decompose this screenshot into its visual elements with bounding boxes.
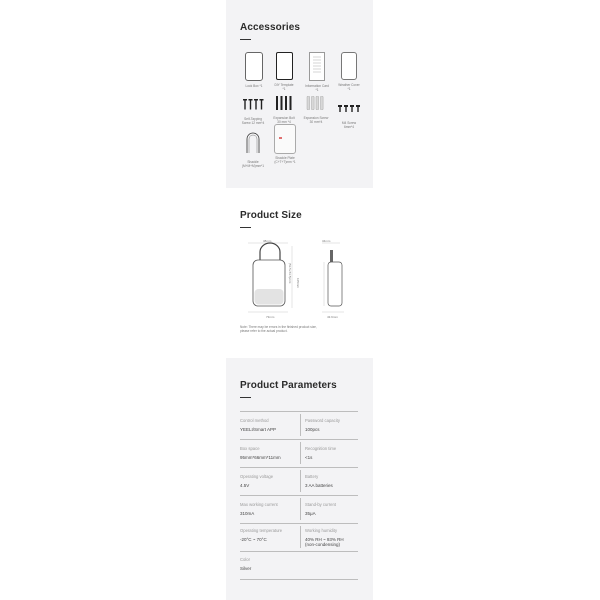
dim-left-height: (53.5+53.5)mm (288, 263, 292, 284)
param-value: 35μA (305, 511, 316, 516)
param-label: Stand-by current (305, 502, 336, 507)
param-label: Operating temperature (240, 528, 283, 533)
lock-box-icon (245, 52, 263, 81)
product-parameters-title: Product Parameters (240, 380, 337, 391)
accessory-m4-screw (332, 100, 366, 129)
param-battery (305, 474, 362, 488)
accessory-shackle-plate (270, 124, 300, 164)
param-label: Box space (240, 446, 260, 451)
param-value: 310mA (240, 511, 255, 516)
accessory-expansion-screw (300, 96, 332, 124)
accessory-label: Lock Box *1 (245, 84, 263, 88)
size-note: Note: There may be errors in the finished product size, please refer to the actual product. (240, 325, 317, 334)
param-label: Color (240, 557, 251, 562)
param-password-capacity (305, 418, 362, 432)
expansion-screw-icon (300, 96, 332, 110)
accessory-expansion-bolt (270, 96, 298, 124)
accessory-label: Shackle Plate (C+T+T)mm *1 (274, 156, 296, 164)
param-control-method (240, 418, 297, 432)
divider (240, 495, 358, 496)
plate-icon (274, 124, 296, 154)
param-operating-temperature (240, 528, 297, 542)
column-divider (300, 498, 301, 520)
weather-cover-icon (341, 52, 357, 80)
parameters-underline (240, 397, 251, 398)
product-size-title: Product Size (240, 210, 302, 221)
dim-side-top: 34mm (322, 239, 331, 243)
accessory-label: Information Card *1 (305, 84, 329, 92)
param-color (240, 557, 297, 571)
param-max-working-current (240, 502, 297, 516)
product-size-section (226, 188, 373, 358)
template-icon (276, 52, 293, 80)
param-value: <1s (305, 455, 313, 460)
divider (240, 411, 358, 412)
screw-icon (238, 99, 268, 111)
column-divider (300, 414, 301, 436)
param-box-space (240, 446, 297, 460)
shackle-icon (239, 130, 267, 154)
param-standby-current (305, 502, 362, 516)
column-divider (300, 470, 301, 492)
accessory-lock-box (243, 52, 265, 88)
param-value: Silver (240, 566, 252, 571)
accessories-section (226, 0, 373, 188)
accessory-label: Expansion Bolt 30 mm *4 (273, 116, 295, 124)
accessory-diy-template (271, 52, 297, 91)
card-icon (309, 52, 325, 81)
accessory-self-tapping-screw (238, 98, 268, 125)
param-value: 100pcs (305, 427, 320, 432)
m4-screw-icon (332, 105, 366, 113)
accessories-title: Accessories (240, 22, 301, 33)
accessories-underline (240, 39, 251, 40)
accessory-label: Expansion Screw 30 mm*4 (303, 116, 329, 124)
product-parameters-section (226, 358, 373, 600)
divider (240, 439, 358, 440)
accessory-label: Shackle (M+M+M)mm*1 (241, 160, 265, 168)
param-value: YEELI/Smart APP (240, 427, 277, 432)
dim-bottom-side: 43.9mm (327, 315, 338, 319)
accessory-shackle (239, 130, 267, 168)
accessory-label: Weather Cover *1 (338, 83, 360, 91)
dim-mid-height: 105mm (296, 278, 300, 289)
bolt-icon (270, 96, 298, 110)
param-value: 40% RH ~ 93% RH (non-condensing) (305, 537, 344, 548)
accessory-label: M4 Screw 6mm*4 (341, 121, 357, 129)
accessory-label: Self-Tapping Screw 12 mm*4 (241, 117, 265, 125)
param-value: 3 AA batteries (305, 483, 333, 488)
param-label: Recognition time (305, 446, 337, 451)
divider (240, 467, 358, 468)
param-label: Battery (305, 474, 319, 479)
divider (240, 523, 358, 524)
param-label: Working humidity (305, 528, 338, 533)
column-divider (300, 526, 301, 548)
param-label: Control method (240, 418, 269, 423)
param-value: 95mm*66mm*11mm (240, 455, 281, 460)
param-label: Max working current (240, 502, 278, 507)
divider (240, 551, 358, 552)
accessory-information-card (302, 52, 332, 92)
column-divider (300, 442, 301, 464)
accessory-weather-cover (334, 52, 364, 91)
divider (240, 579, 358, 580)
param-working-humidity (305, 528, 362, 548)
param-value: -20°C ~ 70°C (240, 537, 267, 542)
param-value: 4.5V (240, 483, 250, 488)
param-label: Password capacity (305, 418, 340, 423)
param-recognition-time (305, 446, 362, 460)
dim-bottom-width: 73mm (266, 315, 275, 319)
dim-top-width: 38mm (263, 239, 272, 243)
param-label: Operating voltage (240, 474, 274, 479)
accessory-label: DIY Template *1 (274, 83, 294, 91)
param-operating-voltage (240, 474, 297, 488)
